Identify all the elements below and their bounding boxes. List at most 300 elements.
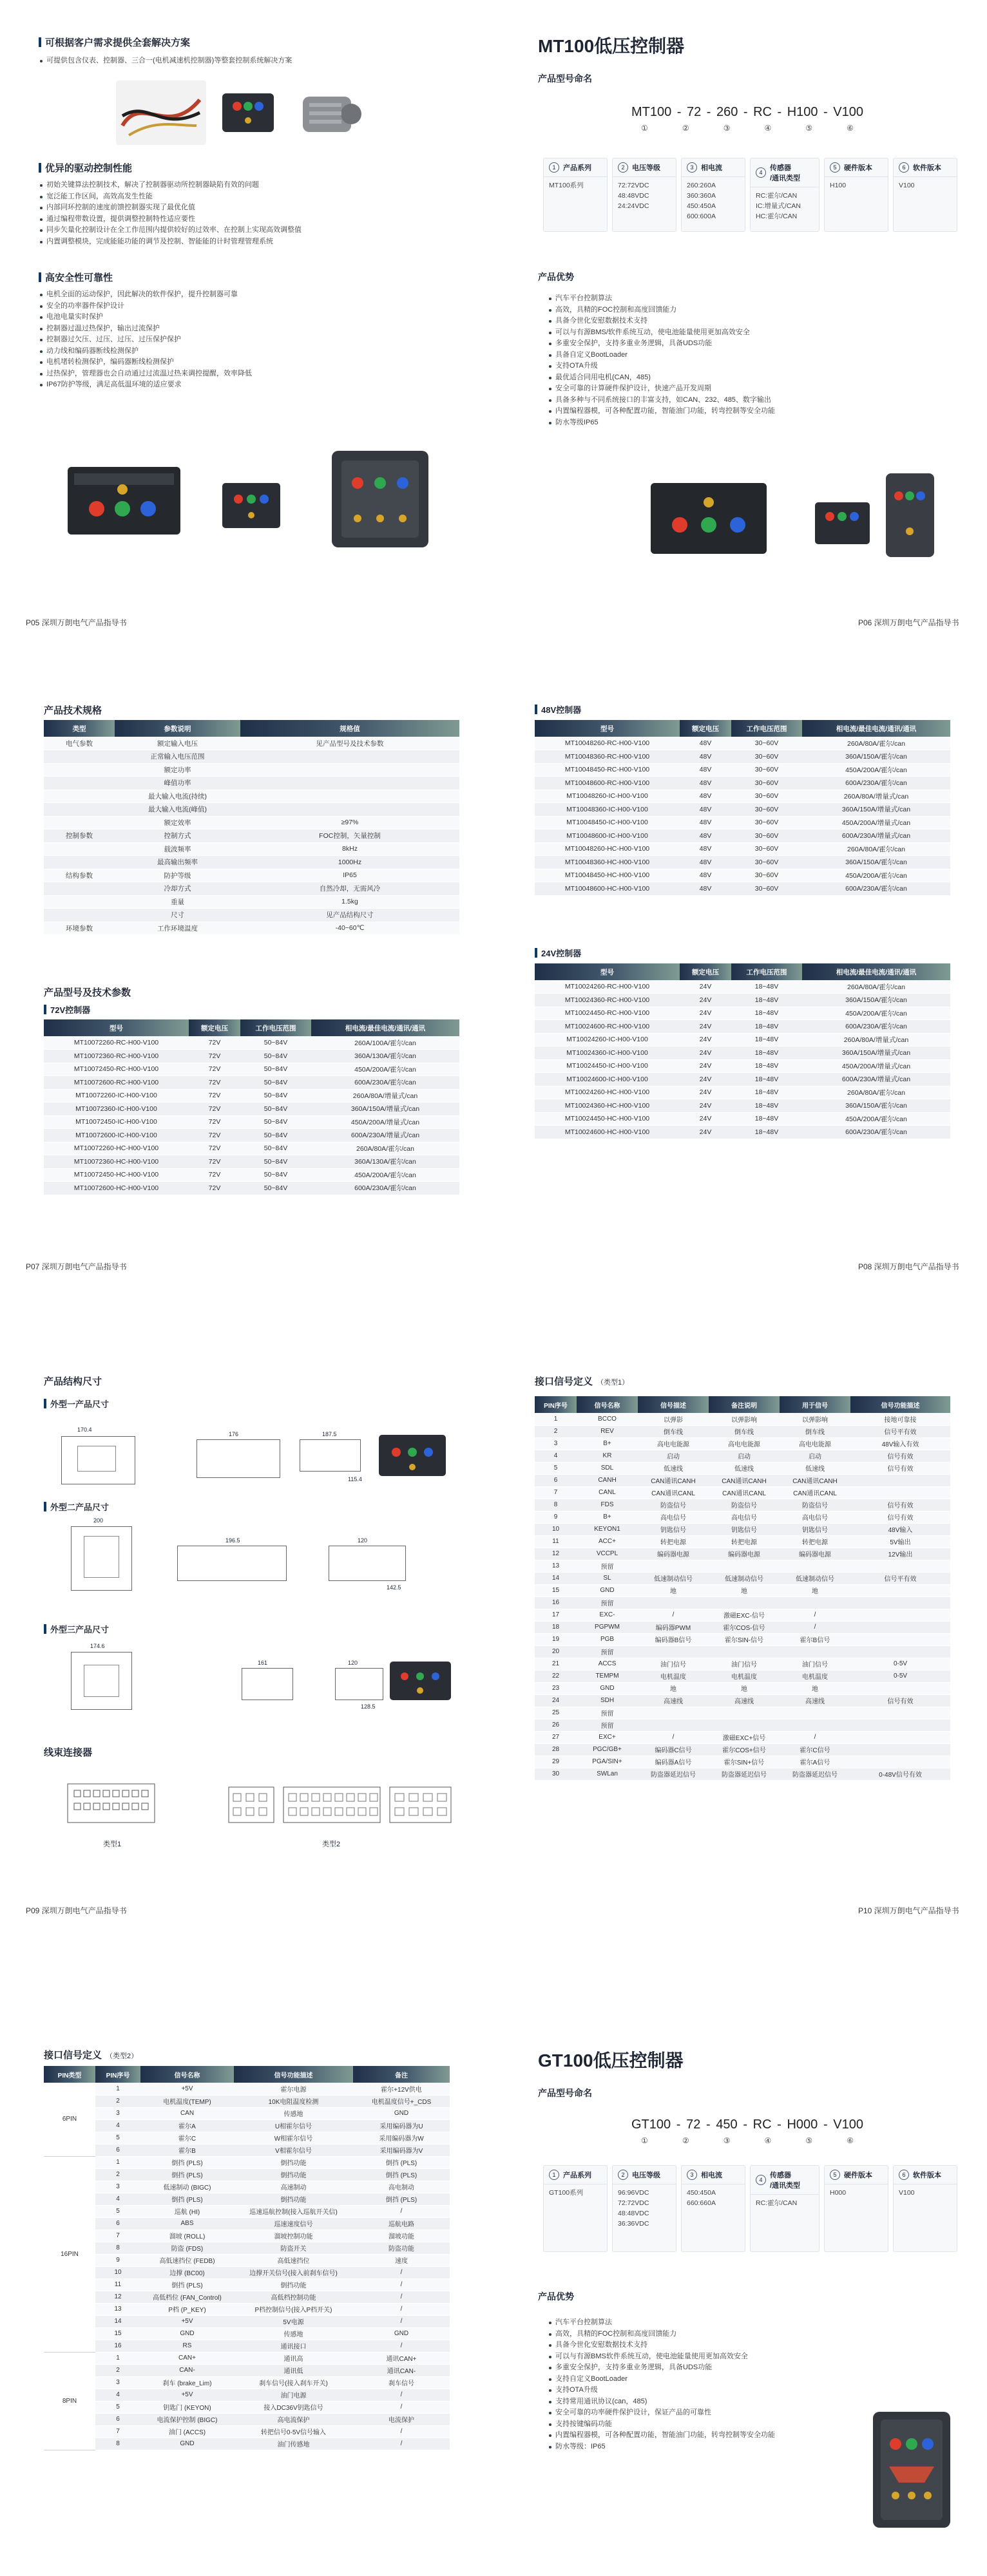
table-cell: B+ [577,1437,638,1450]
model-code: MT100 - 72 - 260 - RC - H100 - V100 [631,105,863,119]
table-cell: 3 [95,2107,140,2119]
table-cell: 7 [95,2425,140,2438]
section-title: 高安全性可靠性 [45,272,113,283]
table-cell: 1.5kg [240,895,459,909]
table-cell: 16 [535,1596,577,1609]
connector-type1-label: 类型1 [103,1841,122,1848]
table-cell: 450A/200A/霍尔/can [802,763,950,777]
table-cell: 450A/200A/霍尔/can [802,1007,950,1020]
table-cell: 高电信号 [709,1511,780,1523]
table-cell: 高低档位 (FAN_Control) [140,2291,234,2303]
page-p09-p10 [0,1288,987,1932]
table-row [535,1033,950,1046]
shape1-photo [374,1430,451,1481]
column-header: PIN类型 [44,2066,95,2083]
table-cell [240,777,459,790]
table-cell: CAN通讯CANH [780,1474,850,1486]
table-row [44,1103,459,1116]
naming-title: 产品型号命名 [538,2088,592,2098]
table-cell: 10 [95,2266,140,2278]
table-cell: MT10072260-IC-H00-V100 [44,1089,189,1103]
table-cell: 260A/80A/霍尔/can [802,737,950,750]
list-item: IP67防护等级，满足高低温环境的适应要求 [39,379,451,391]
table-cell [44,777,115,790]
table-cell: MT10072450-IC-H00-V100 [44,1115,189,1129]
column-header: 参数说明 [115,720,240,737]
table-cell: 1 [95,2083,140,2095]
table-cell: 倒挡 (PLS) [140,2168,234,2181]
column-header: 类型 [44,720,115,737]
table-cell: MT10048260-RC-H00-V100 [535,737,680,750]
table-cell: PGA/SIN+ [577,1756,638,1768]
box-number: 5 [830,2170,840,2180]
table-cell: 地 [638,1682,709,1694]
table-cell: / [780,1609,850,1621]
dimension-label: 170.4 [77,1426,92,1433]
table-cell: 霍尔C信号 [780,1743,850,1756]
table-cell: 260A/80A/霍尔/can [802,842,950,856]
table-cell: 48V [680,750,731,764]
box-title: 传感器 /通讯类型 [770,164,801,182]
table-cell: 50~84V [240,1182,311,1195]
table-row [535,869,950,882]
table-cell: +5V [140,2389,234,2401]
table-cell: 最大输入电流(持续) [115,790,240,803]
column-header: PIN序号 [95,2066,140,2083]
table-row [44,2083,450,2095]
table-row [535,1719,950,1731]
table-row [535,1425,950,1437]
connector-type2-drawing [225,1774,457,1832]
shape3-photo [387,1658,454,1703]
column-header: 备注 [353,2066,450,2083]
table-cell: 50~84V [240,1115,311,1129]
table-row [44,2364,450,2376]
table-cell: 18~48V [731,1046,802,1060]
list-item: 控制器过温过热保护，输出过流保护 [39,323,451,335]
table-cell: MT10024600-RC-H00-V100 [535,1020,680,1034]
table-cell: 19 [535,1633,577,1645]
table-cell: 21 [535,1658,577,1670]
table-cell: 3 [95,2181,140,2193]
table-cell: 预留 [577,1645,638,1658]
table-cell [44,856,115,869]
connector-type2-label: 类型2 [322,1841,341,1848]
table-cell: GND [140,2327,234,2340]
list-item: 内置编程器模，可各种配置功能，智能油门功能，转弯控制等安全功能 [548,406,947,417]
table-cell: 48V [680,737,731,750]
table-cell: B+ [577,1511,638,1523]
table-cell: +5V [140,2083,234,2095]
table-cell: 霍尔SIN-信号 [709,1633,780,1645]
table-cell: 50~84V [240,1076,311,1090]
table-row [535,790,950,803]
list-item: 通过编程带数设置，提供调整控制特性适应要性 [39,214,451,225]
table-cell: 编码器PWM [638,1621,709,1633]
table-cell: TEMPM [577,1670,638,1682]
table-cell: 29 [535,1756,577,1768]
page-footer: P05 深圳万朗电气产品指导书 [26,618,127,627]
table-cell: 30~60V [731,869,802,882]
table-cell: 24V [680,1126,731,1139]
table-cell: 巡速速度信号 [234,2217,353,2230]
table-cell [709,1596,780,1609]
table-cell: 控制参数 [44,829,115,843]
table-cell: 地 [709,1682,780,1694]
table-cell: 260A/80A/霍尔/can [311,1142,459,1155]
table-row [44,737,459,750]
table-cell: 30~60V [731,882,802,896]
table-row [44,1076,459,1090]
table-row [44,2181,450,2193]
table-cell: 18 [535,1621,577,1633]
table-cell [780,1596,850,1609]
table-cell: MT10048260-HC-H00-V100 [535,842,680,856]
table-row [44,2156,450,2168]
table-cell: 溜坡功能 [353,2230,450,2242]
table-cell: 额定效率 [115,816,240,829]
table-cell: U相霍尔信号 [234,2119,353,2132]
code-index: ⑥ [847,2136,854,2145]
model-code: GT100 - 72 - 450 - RC - H000 - V100 [631,2117,863,2132]
table-cell: 霍尔B信号 [780,1633,850,1645]
table-cell: 18~48V [731,980,802,994]
table-cell: 18~48V [731,1086,802,1099]
table-row [44,2254,450,2266]
table-row [535,1099,950,1113]
dimension-label: 142.5 [387,1584,401,1591]
column-header: 相电流/最佳电流/通讯/通讯 [802,963,950,980]
connector-type1-drawing [58,1774,164,1832]
table-cell: 28 [535,1743,577,1756]
table-row [535,829,950,843]
box-value: H000 [830,2189,847,2197]
table-cell [850,1621,950,1633]
table-cell: 油门信号 [780,1658,850,1670]
table-cell: 72V [189,1155,240,1169]
table-cell: CAN通讯CANH [709,1474,780,1486]
table-row [535,1694,950,1707]
table-cell: 峰值功率 [115,777,240,790]
dimension-label: 196.5 [225,1537,240,1544]
table-cell: SDH [577,1694,638,1707]
code-part: V100 [833,105,863,119]
table-cell: 7 [535,1486,577,1499]
model-table-24v [535,963,950,1139]
pin-group-label: 6PIN [44,2083,95,2156]
table-cell: 地 [709,1584,780,1596]
table-cell: 溜坡 (ROLL) [140,2230,234,2242]
table-cell: SL [577,1572,638,1584]
table-cell: 4 [95,2389,140,2401]
table-cell [44,895,115,909]
spec-table [44,720,459,935]
table-cell: 预留 [577,1707,638,1719]
table-row [44,1129,459,1142]
table-cell: 6 [95,2144,140,2156]
box-value: V100 [899,182,915,189]
naming-box [612,158,676,232]
table-cell: 见产品结构尺寸 [240,909,459,922]
table-row [44,763,459,777]
box-number: 3 [687,2170,697,2180]
table-cell: 激磁EXC-信号 [709,1609,780,1621]
table-cell: 72V [189,1129,240,1142]
title-sub: （类型2） [106,2052,139,2060]
table-cell: 编码器电源 [709,1548,780,1560]
table-cell: 450A/200A/霍尔/can [311,1063,459,1076]
table-cell: KR [577,1450,638,1462]
table-cell [709,1719,780,1731]
table-cell: 4 [535,1450,577,1462]
table-cell: 72V [189,1089,240,1103]
table-row [535,1731,950,1743]
table-cell: 钥匙门 (KEYON) [140,2401,234,2413]
box-value: RC:霍尔/CAN IC:增量式/CAN HC:霍尔/CAN [756,192,801,220]
code-part: RC [752,2117,772,2132]
list-item: 过热保护，管理器也会自动通过过流温过热来调控提醒，效率降低 [39,368,451,380]
table-cell: 72V [189,1076,240,1090]
table-row [535,1535,950,1548]
table-cell: CAN通讯CANH [638,1474,709,1486]
table-cell: 18~48V [731,1073,802,1086]
list-item: 支持OTA升级 [548,2385,850,2396]
table-cell: 地 [638,1584,709,1596]
table-cell: 速度 [353,2254,450,2266]
table-cell: 接地可靠接 [850,1413,950,1425]
table-cell: 信号有效 [850,1511,950,1523]
list-item: 高效，具精的FOC控制和高度回馈能力 [548,2329,850,2340]
box-number: 4 [756,2175,766,2185]
signal-title [44,2048,138,2061]
table-cell: 钥匙信号 [638,1523,709,1535]
table-cell: REV [577,1425,638,1437]
table-cell: 0-5V [850,1670,950,1682]
table-cell: 14 [535,1572,577,1584]
table-cell: 信号有效 [850,1499,950,1511]
list-item: 内部同环控制的速度前馈控制器实现了最优化值 [39,202,451,214]
table-cell: SWLan [577,1768,638,1780]
table-cell: 50~84V [240,1036,311,1050]
table-cell: 30~60V [731,790,802,803]
table-cell: 600A/230A/霍尔/can [802,882,950,896]
table-cell [850,1682,950,1694]
table-cell: 霍尔SIN+信号 [709,1756,780,1768]
table-row [535,1633,950,1645]
page-footer: P09 深圳万朗电气产品指导书 [26,1906,127,1915]
table-cell: 8 [95,2242,140,2254]
table-cell: 高低速挡位 [234,2254,353,2266]
column-header: 相电流/最佳电流/通讯/通讯 [802,720,950,737]
model-table-72v [44,1019,459,1195]
table-cell: 600A/230A/增量式/can [802,1073,950,1086]
table-cell: 27 [535,1731,577,1743]
table-cell: 48V [680,856,731,869]
table-cell: 360A/130A/霍尔/can [311,1155,459,1169]
table-cell: 23 [535,1682,577,1694]
table-cell: 高电电能源 [638,1437,709,1450]
drawing-detail [84,1536,119,1578]
box-title: 软件版本 [913,2172,941,2179]
table-cell: GND [577,1584,638,1596]
table-cell: GND [577,1682,638,1694]
code-part: 72 [686,105,702,119]
table-cell: MT10072450-RC-H00-V100 [44,1063,189,1076]
table-cell: 450A/200A/霍尔/can [802,1112,950,1126]
table-cell: 600A/230A/霍尔/can [802,777,950,790]
table-cell: SDL [577,1462,638,1474]
box-value: V100 [899,2189,915,2197]
column-header: PIN序号 [535,1396,577,1413]
table-cell: 48V [680,790,731,803]
code-index: ④ [764,2136,772,2145]
table-cell: 50~84V [240,1129,311,1142]
controller-photo [213,80,283,145]
table-cell: MT10072600-IC-H00-V100 [44,1129,189,1142]
table-cell: 24V [680,1112,731,1126]
list-item: 高效，具精的FOC控制和高度回馈能力 [548,305,947,316]
table-cell: 高速线 [638,1694,709,1707]
list-item: 电池电量实时保护 [39,312,451,323]
subsection-title: 48V控制器 [541,705,582,715]
table-cell: / [353,2303,450,2315]
list-item: 可提供包含仪表、控制器、三合一(电机减速机控制器)等整套控制系统解决方案 [39,55,425,67]
table-row [44,777,459,790]
list-item: 内置编程器模，可各种配置功能，智能油门功能，转弯控制等安全功能 [548,2430,850,2441]
table-cell: 通讯CAN+ [353,2352,450,2364]
code-index: ③ [723,124,731,133]
shape1-title [44,1397,109,1410]
table-row [44,1168,459,1182]
code-index: ② [682,124,689,133]
table-row [44,842,459,856]
table-cell: MT10048600-HC-H00-V100 [535,882,680,896]
table-cell: 倒挡功能 [234,2193,353,2205]
list-item: 具备今世化安慰数据技术支持 [548,316,947,327]
table-row [535,1474,950,1486]
table-cell [44,763,115,777]
table-row [535,1707,950,1719]
table-row [535,1046,950,1060]
table-cell: 低速线 [780,1462,850,1474]
table-cell: MT10024450-RC-H00-V100 [535,1007,680,1020]
table-cell: 高电信号 [638,1511,709,1523]
section-safety [39,270,451,391]
subsection-title: 72V控制器 [50,1005,91,1015]
table-cell: P档 (P_KEY) [140,2303,234,2315]
table-cell [638,1596,709,1609]
table-cell: 260A/80A/增量式/can [802,790,950,803]
table-cell: MT10048360-HC-H00-V100 [535,856,680,869]
naming-box [681,2165,745,2252]
table-cell: GND [353,2107,450,2119]
table-cell: 转把电源 [638,1535,709,1548]
table-cell: 电流保护控制 (BIGC) [140,2413,234,2425]
table-cell: 10 [535,1523,577,1535]
code-index: ② [682,2136,689,2145]
box-value: GT100系列 [549,2189,584,2197]
table-cell: 24V [680,1099,731,1113]
table-row [44,2413,450,2425]
table-row [535,1658,950,1670]
table-cell: 钥匙信号 [709,1523,780,1535]
table-row [44,829,459,843]
table-cell: 倒挡 (PLS) [353,2168,450,2181]
box-value: 260:260A 360:360A 450:450A 600:600A [687,182,716,220]
table-cell: 溜坡控制功能 [234,2230,353,2242]
box-title: 电压等级 [632,2172,660,2179]
table-cell: 霍尔C [140,2132,234,2144]
box-value: H100 [830,182,847,189]
table-cell: / [638,1731,709,1743]
table-cell: 高速线 [709,1694,780,1707]
table-cell: 48V输入 [850,1523,950,1535]
table-cell: 信号有效 [850,1450,950,1462]
list-item: 内置调整模块，完成能能功能的调节及控制、智能能的计时管理管理系统 [39,236,451,248]
table-row [44,2291,450,2303]
column-header: 信号描述 [638,1396,709,1413]
table-cell: 霍尔COS+信号 [709,1743,780,1756]
drawing-detail [84,1665,119,1697]
table-cell: 50~84V [240,1063,311,1076]
table-cell: 360A/150A/增量式/can [802,1046,950,1060]
page-footer: P07 深圳万朗电气产品指导书 [26,1262,127,1271]
section-performance [39,161,451,247]
table-cell: / [353,2291,450,2303]
table-cell: 48V [680,763,731,777]
table-cell: MT10024600-HC-H00-V100 [535,1126,680,1139]
code-part: H000 [787,2117,818,2132]
table-cell: 低速制动信号 [638,1572,709,1584]
table-cell: 转把信号0-5V信号输入 [234,2425,353,2438]
table-cell: 24V [680,1020,731,1034]
bullet-list [39,180,451,247]
box-title: 硬件版本 [844,2172,872,2179]
table-row [535,763,950,777]
pin-group-label: 8PIN [44,2352,95,2450]
table-cell: 额定输入电压 [115,737,240,750]
table-cell: 防盗器延迟信号 [780,1768,850,1780]
table-row [44,2132,450,2144]
table-row [535,1007,950,1020]
code-part: GT100 [631,2117,671,2132]
table-cell: 20 [535,1645,577,1658]
table-cell: 环境参数 [44,922,115,935]
subsection-title: 外型一产品尺寸 [50,1399,110,1409]
table-cell: 48V [680,869,731,882]
table-row [535,1621,950,1633]
table-row [535,842,950,856]
code-part: 450 [716,2117,738,2132]
table-cell: 油门信号 [638,1658,709,1670]
box-title: 产品系列 [563,2172,591,2179]
table-cell: 倒挡 (PLS) [353,2193,450,2205]
table-cell: MT10048360-IC-H00-V100 [535,803,680,817]
table-row [535,1462,950,1474]
table-cell: 倒挡 (PLS) [140,2156,234,2168]
table-cell: 重量 [115,895,240,909]
table-row [44,2144,450,2156]
subsection-72v [44,1003,90,1016]
table-cell: 600A/230A/霍尔/can [311,1182,459,1195]
section-title: 可根据客户需求提供全套解决方案 [45,37,191,48]
table-cell: 360A/150A/霍尔/can [802,1099,950,1113]
table-cell: 9 [95,2254,140,2266]
table-cell: 24V [680,1007,731,1020]
table-cell: MT10048450-IC-H00-V100 [535,816,680,829]
table-cell: 360A/150A/增量式/can [311,1103,459,1116]
table-cell: 高电电能源 [709,1437,780,1450]
